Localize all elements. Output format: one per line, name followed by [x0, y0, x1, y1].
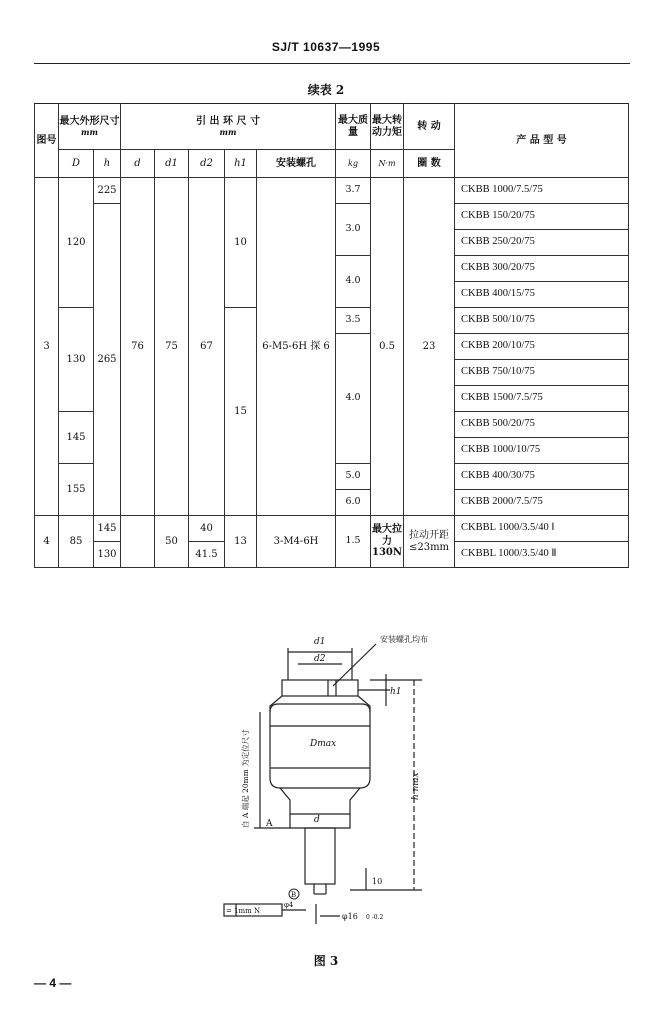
dim-phi4: φ4	[284, 901, 294, 909]
h-130: 130	[94, 542, 121, 568]
h-145: 145	[94, 516, 121, 542]
header-outer-dims: 最大外形尺寸 mm	[59, 104, 121, 150]
mass-3-0: 3.0	[336, 204, 371, 256]
d-76: 76	[121, 178, 155, 516]
turns-g4: 拉动开距≤23mm	[404, 516, 455, 568]
model-row: CKBB 150/20/75	[455, 204, 629, 230]
sub-h1: h1	[225, 150, 257, 178]
h1-10: 10	[225, 178, 257, 308]
torque-g3: 0.5	[371, 178, 404, 516]
sub-hole: 安装螺孔	[257, 150, 336, 178]
dim-h1: h1	[390, 687, 402, 697]
sub-mass-unit: kg	[336, 150, 371, 178]
d-empty	[121, 516, 155, 568]
d2-40: 40	[189, 516, 225, 542]
D-85: 85	[59, 516, 94, 568]
model-row: CKBB 1000/7.5/75	[455, 178, 629, 204]
sub-turns: 圈 数	[404, 150, 455, 178]
dim-dmax: Dmax	[310, 739, 337, 749]
D-145: 145	[59, 412, 94, 464]
h1-15: 15	[225, 308, 257, 516]
mass-4-0b: 4.0	[336, 334, 371, 464]
fig-3: 3	[35, 178, 59, 516]
dim-10: 10	[372, 877, 383, 886]
sub-d2: d2	[189, 150, 225, 178]
model-row: CKBB 400/15/75	[455, 282, 629, 308]
table-continued-title: 续表 2	[307, 83, 345, 97]
h-225: 225	[94, 178, 121, 204]
sub-h: h	[94, 150, 121, 178]
d2-67: 67	[189, 178, 225, 516]
model-row: CKBB 500/10/75	[455, 308, 629, 334]
header-torque: 最大转动力矩	[371, 104, 404, 150]
mass-5-0: 5.0	[336, 464, 371, 490]
callout-holes: 安装螺孔均布	[380, 635, 428, 644]
label-a: A	[266, 819, 273, 829]
header-rule	[34, 63, 630, 64]
standard-number: SJ/T 10637—1995	[271, 40, 381, 54]
figure-caption: 图 3	[313, 954, 339, 968]
figure-3-drawing	[190, 628, 450, 928]
dim-d2: d2	[314, 654, 326, 664]
model-row: CKBB 200/10/75	[455, 334, 629, 360]
dim-tolerance: 0 -0.2	[366, 914, 384, 921]
model-row: CKBB 500/20/75	[455, 412, 629, 438]
d2-41-5: 41.5	[189, 542, 225, 568]
dim-hmax: h max	[411, 772, 421, 800]
model-row: CKBB 400/30/75	[455, 464, 629, 490]
mass-1-5: 1.5	[336, 516, 371, 568]
model-row: CKBB 1500/7.5/75	[455, 386, 629, 412]
mass-3-5: 3.5	[336, 308, 371, 334]
mass-6-0: 6.0	[336, 490, 371, 516]
page-number: — 4 —	[34, 976, 72, 990]
sub-d1: d1	[155, 150, 189, 178]
flatness-frame: = 1mm N	[226, 907, 261, 915]
torque-g4: 最大拉力130N	[371, 516, 404, 568]
D-155: 155	[59, 464, 94, 516]
spec-table	[34, 103, 629, 568]
sub-torque-unit: N·m	[371, 150, 404, 178]
model-row: CKBB 300/20/75	[455, 256, 629, 282]
sub-d: d	[121, 150, 155, 178]
header-ring-dims: 引 出 环 尺 寸 mm	[121, 104, 336, 150]
hole-g4: 3-M4-6H	[257, 516, 336, 568]
header-fig-no: 图号	[35, 104, 59, 178]
model-row: CKBBL 1000/3.5/40 Ⅱ	[455, 542, 629, 568]
header-turns: 转 动	[404, 104, 455, 150]
dim-d1: d1	[314, 637, 326, 647]
sub-D: D	[59, 150, 94, 178]
side-note: 自 A 端起 20mm 为定位尺寸	[241, 729, 250, 828]
dim-phi16: φ16	[342, 912, 358, 921]
dim-d: d	[314, 815, 320, 825]
mass-3-7: 3.7	[336, 178, 371, 204]
header-mass: 最大质量	[336, 104, 371, 150]
model-row: CKBBL 1000/3.5/40 Ⅰ	[455, 516, 629, 542]
h-265: 265	[94, 204, 121, 516]
header-model: 产 品 型 号	[455, 104, 629, 178]
model-row: CKBB 250/20/75	[455, 230, 629, 256]
model-row: CKBB 1000/10/75	[455, 438, 629, 464]
label-b: B	[291, 891, 297, 899]
model-row: CKBB 2000/7.5/75	[455, 490, 629, 516]
hole-g3: 6-M5-6H 探 6	[257, 178, 336, 516]
d1-50: 50	[155, 516, 189, 568]
mass-4-0: 4.0	[336, 256, 371, 308]
model-row: CKBB 750/10/75	[455, 360, 629, 386]
D-130: 130	[59, 308, 94, 412]
D-120: 120	[59, 178, 94, 308]
h1-13: 13	[225, 516, 257, 568]
fig-4: 4	[35, 516, 59, 568]
turns-g3: 23	[404, 178, 455, 516]
d1-75: 75	[155, 178, 189, 516]
